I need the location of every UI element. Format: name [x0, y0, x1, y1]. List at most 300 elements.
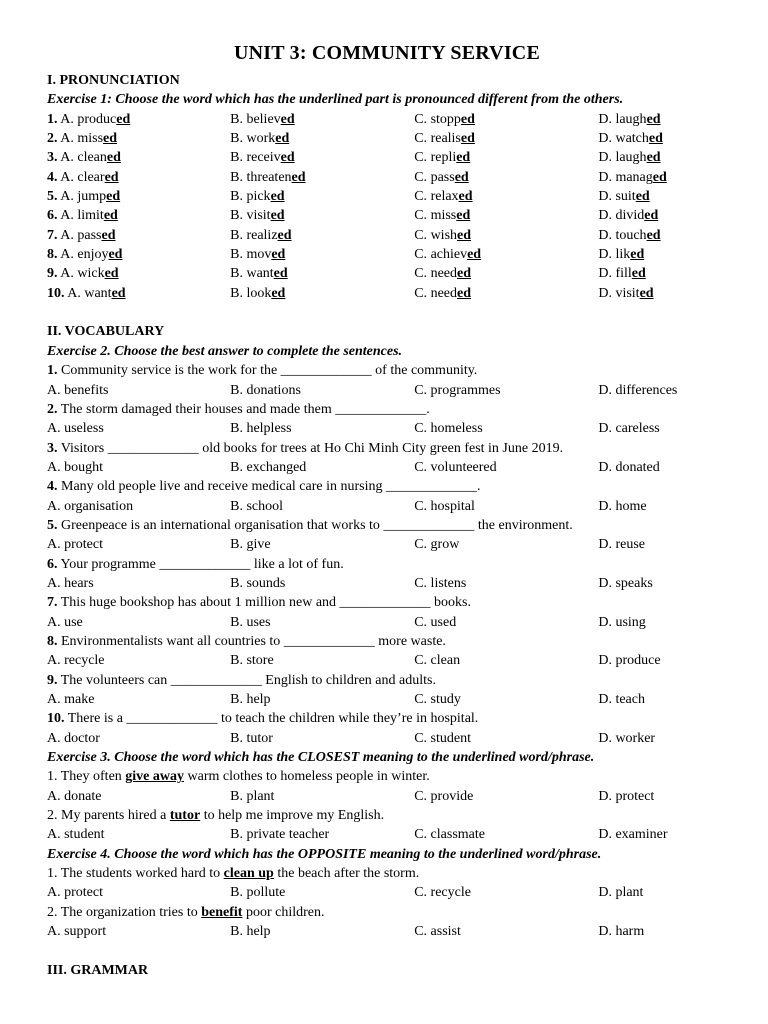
question-text: Visitors _____________ old books for trees at Ho Chi Minh City green fest in June 2019. — [60, 440, 564, 456]
answer-option: B. help — [230, 692, 271, 707]
question-sentence — [47, 555, 727, 574]
option-letter: A. — [60, 208, 74, 224]
option-letter: D. — [598, 285, 612, 301]
option-word-stem: pass — [430, 169, 455, 185]
option-word-stem: enjoy — [77, 247, 109, 263]
option-word-stem: believ — [246, 111, 281, 127]
section-heading-grammar: III. GRAMMAR — [47, 962, 149, 978]
option-letter: B. — [230, 169, 243, 185]
option-word-stem: visit — [246, 208, 271, 224]
question-sentence — [47, 806, 727, 825]
section-heading-pronunciation: I. PRONUNCIATION — [47, 73, 180, 88]
answer-option — [598, 168, 727, 187]
question-text-after: to help me improve my English. — [200, 808, 385, 824]
question-number: 9. — [47, 266, 58, 282]
question-text: Greenpeace is an international organisation that works to _____________ the environment. — [61, 517, 573, 533]
option-word-stem: laugh — [615, 150, 647, 166]
spacer — [47, 303, 727, 322]
answer-options-row — [47, 458, 727, 477]
answer-option: D. speaks — [598, 575, 653, 591]
option-word-stem: suit — [615, 189, 636, 205]
underlined-suffix: ed — [270, 189, 285, 205]
answer-option — [598, 187, 727, 206]
answer-option — [598, 110, 727, 129]
answer-option — [598, 264, 727, 283]
question-sentence — [47, 361, 727, 380]
underlined-suffix: ed — [467, 247, 482, 263]
answer-option: C. clean — [414, 653, 461, 669]
option-letter: A. — [60, 131, 74, 147]
underlined-suffix: ed — [454, 169, 469, 185]
answer-option: B. private teacher — [230, 827, 330, 843]
answer-option — [47, 284, 230, 303]
answer-option: A. make — [47, 692, 95, 707]
option-word-stem: produc — [77, 111, 117, 127]
option-word-stem: mov — [246, 247, 272, 263]
answer-option: A. use — [47, 614, 83, 630]
answer-option — [598, 245, 727, 264]
option-word-stem: pass — [77, 227, 102, 243]
option-letter: D. — [598, 131, 612, 147]
worksheet-page — [47, 42, 727, 980]
answer-option: A. recycle — [47, 653, 105, 669]
underlined-suffix: ed — [271, 285, 286, 301]
answer-option: C. listens — [414, 575, 467, 591]
option-letter: A. — [60, 169, 74, 185]
option-letter: C. — [414, 208, 428, 224]
answer-option: D. protect — [598, 788, 655, 804]
option-letter: D. — [598, 150, 612, 166]
question-number: 10. — [47, 285, 65, 301]
pronunciation-question — [47, 226, 727, 245]
answer-option — [598, 148, 727, 167]
option-word-stem: receiv — [246, 150, 281, 166]
exercise-3-instructions: Exercise 3. Choose the word which has the CLOSEST meaning to the underlined word/phrase. — [47, 750, 595, 766]
answer-option: C. recycle — [414, 885, 471, 901]
answer-option: D. examiner — [598, 827, 668, 843]
underlined-suffix: ed — [635, 189, 650, 205]
question-text-after: the beach after the storm. — [273, 866, 420, 882]
underlined-suffix: ed — [644, 208, 659, 224]
answer-option: A. doctor — [47, 730, 100, 746]
underlined-suffix: ed — [101, 227, 116, 243]
underlined-phrase: tutor — [169, 808, 201, 824]
underlined-suffix: ed — [103, 208, 118, 224]
question-text-before: 1. They often — [47, 769, 126, 785]
underlined-suffix: ed — [270, 208, 285, 224]
question-sentence — [47, 593, 727, 612]
option-word-stem: miss — [77, 131, 104, 147]
underlined-suffix: ed — [631, 266, 646, 282]
answer-option — [414, 110, 598, 129]
answer-option — [598, 206, 727, 225]
answer-option — [414, 245, 598, 264]
underlined-phrase: give away — [125, 769, 184, 785]
answer-option: A. protect — [47, 885, 103, 901]
option-letter: B. — [230, 285, 243, 301]
answer-option: D. produce — [598, 653, 661, 669]
option-word-stem: need — [430, 285, 457, 301]
answer-option: B. pollute — [230, 885, 286, 901]
question-text-before: 2. The organization tries to — [47, 904, 202, 920]
answer-option: A. donate — [47, 788, 102, 804]
option-letter: D. — [598, 169, 612, 185]
answer-option: B. helpless — [230, 421, 292, 437]
answer-option: D. plant — [598, 885, 644, 901]
option-letter: D. — [598, 208, 612, 224]
question-text: This huge bookshop has about 1 million new and _____________ books. — [60, 595, 472, 611]
option-word-stem: manag — [615, 169, 653, 185]
option-word-stem: achiev — [430, 247, 468, 263]
question-sentence — [47, 709, 727, 728]
answer-option: D. harm — [598, 924, 645, 940]
answer-option — [414, 129, 598, 148]
exercise-2-instructions: Exercise 2. Choose the best answer to complete the sentences. — [47, 343, 403, 359]
answer-option — [230, 264, 414, 283]
pronunciation-question — [47, 168, 727, 187]
answer-option: A. bought — [47, 459, 103, 475]
answer-option — [47, 187, 230, 206]
option-word-stem: realis — [430, 131, 461, 147]
underlined-suffix: ed — [457, 227, 472, 243]
answer-option: A. support — [47, 924, 107, 940]
pronunciation-question — [47, 206, 727, 225]
question-number: 5. — [47, 517, 58, 533]
underlined-suffix: ed — [456, 150, 471, 166]
option-letter: A. — [60, 247, 74, 263]
question-number: 3. — [47, 150, 58, 166]
question-sentence — [47, 400, 727, 419]
answer-option — [47, 129, 230, 148]
answer-option: C. hospital — [414, 498, 475, 514]
option-letter: C. — [414, 189, 428, 205]
question-number: 1. — [47, 111, 58, 127]
answer-option: B. exchanged — [230, 459, 307, 475]
option-letter: C. — [414, 227, 428, 243]
question-text: Community service is the work for the _____________ of the community. — [61, 363, 478, 379]
underlined-suffix: ed — [116, 111, 131, 127]
option-letter: C. — [414, 169, 428, 185]
question-number: 2. — [47, 131, 58, 147]
question-sentence — [47, 864, 727, 883]
answer-option: A. protect — [47, 537, 103, 553]
pronunciation-question — [47, 284, 727, 303]
option-word-stem: visit — [615, 285, 640, 301]
underlined-suffix: ed — [111, 285, 126, 301]
option-letter: C. — [414, 131, 428, 147]
answer-option — [230, 226, 414, 245]
option-letter: B. — [230, 227, 243, 243]
answer-option: D. reuse — [598, 537, 645, 553]
option-word-stem: realiz — [246, 227, 278, 243]
answer-option — [598, 226, 727, 245]
answer-option — [598, 129, 727, 148]
underlined-suffix: ed — [280, 111, 295, 127]
option-word-stem: work — [246, 131, 276, 147]
question-text: Environmentalists want all countries to _____________ more waste. — [61, 633, 446, 649]
question-text: Many old people live and receive medical care in nursing _____________. — [61, 479, 481, 495]
question-number: 8. — [47, 633, 58, 649]
answer-option — [47, 206, 230, 225]
option-letter: A. — [67, 285, 81, 301]
answer-option — [414, 226, 598, 245]
answer-option — [414, 206, 598, 225]
answer-options-row — [47, 729, 727, 748]
answer-option: A. organisation — [47, 498, 134, 514]
underlined-suffix: ed — [275, 131, 290, 147]
answer-option: D. worker — [598, 730, 656, 746]
underlined-suffix: ed — [460, 111, 475, 127]
option-letter: B. — [230, 189, 243, 205]
option-letter: C. — [414, 150, 428, 166]
answer-option — [47, 168, 230, 187]
question-number: 1. — [47, 363, 58, 379]
pronunciation-question — [47, 148, 727, 167]
answer-option: D. using — [598, 614, 646, 630]
option-word-stem: look — [246, 285, 272, 301]
option-word-stem: want — [246, 266, 274, 282]
option-letter: C. — [414, 285, 428, 301]
underlined-phrase: clean up — [223, 866, 274, 882]
question-number: 5. — [47, 189, 58, 205]
question-text-before: 1. The students worked hard to — [47, 866, 224, 882]
question-text: The volunteers can _____________ English to children and adults. — [60, 672, 436, 688]
option-word-stem: repli — [430, 150, 457, 166]
option-word-stem: threaten — [246, 169, 292, 185]
answer-option — [598, 284, 727, 303]
underlined-suffix: ed — [646, 150, 661, 166]
underlined-suffix: ed — [456, 208, 471, 224]
answer-options-row — [47, 883, 727, 902]
question-text: There is a _____________ to teach the children while they’re in hospital. — [67, 711, 479, 727]
underlined-suffix: ed — [457, 285, 471, 301]
option-word-stem: clean — [77, 150, 107, 166]
option-word-stem: fill — [615, 266, 632, 282]
exercise-2-question-list — [47, 361, 727, 748]
question-number: 3. — [47, 440, 58, 456]
option-letter: D. — [598, 227, 612, 243]
underlined-suffix: ed — [277, 227, 292, 243]
option-letter: A. — [60, 189, 74, 205]
underlined-suffix: ed — [646, 227, 661, 243]
answer-option — [414, 168, 598, 187]
answer-option: B. school — [230, 498, 283, 514]
answer-option — [47, 245, 230, 264]
answer-options-row — [47, 690, 727, 709]
option-letter: A. — [60, 150, 74, 166]
pronunciation-question — [47, 129, 727, 148]
underlined-suffix: ed — [104, 169, 119, 185]
question-number: 6. — [47, 556, 58, 572]
pronunciation-question-list — [47, 110, 727, 303]
question-sentence — [47, 671, 727, 690]
answer-option — [230, 245, 414, 264]
option-word-stem: miss — [430, 208, 457, 224]
option-word-stem: need — [430, 266, 457, 282]
option-word-stem: lik — [615, 247, 631, 263]
answer-options-row — [47, 651, 727, 670]
answer-option: B. uses — [230, 614, 271, 630]
question-number: 8. — [47, 247, 58, 263]
spacer — [47, 941, 727, 960]
underlined-phrase: benefit — [201, 904, 243, 920]
option-word-stem: clear — [77, 169, 105, 185]
answer-option: C. assist — [414, 924, 461, 940]
option-word-stem: relax — [430, 189, 459, 205]
answer-option: C. grow — [414, 537, 460, 553]
underlined-suffix: ed — [104, 266, 119, 282]
answer-option: D. home — [598, 498, 647, 514]
exercise-3-question-list — [47, 767, 727, 844]
answer-option — [414, 187, 598, 206]
answer-option: D. donated — [598, 459, 660, 475]
question-number: 10. — [47, 711, 65, 727]
answer-options-row — [47, 535, 727, 554]
answer-option: C. used — [414, 614, 457, 630]
section-heading-vocabulary: II. VOCABULARY — [47, 324, 165, 340]
option-word-stem: watch — [615, 131, 649, 147]
exercise-1-instructions: Exercise 1: Choose the word which has the underlined part is pronounced different from the others. — [47, 92, 624, 108]
answer-option: B. tutor — [230, 730, 273, 746]
underlined-suffix: ed — [280, 150, 295, 166]
answer-option: D. teach — [598, 692, 645, 707]
answer-option: B. help — [230, 924, 271, 940]
answer-option — [230, 187, 414, 206]
option-letter: D. — [598, 247, 612, 263]
exercise-4-instructions: Exercise 4. Choose the word which has the OPPOSITE meaning to the underlined word/phrase. — [47, 846, 602, 862]
underlined-suffix: ed — [106, 150, 121, 166]
answer-options-row — [47, 922, 727, 941]
answer-options-row — [47, 613, 727, 632]
question-number: 9. — [47, 672, 58, 688]
answer-option: C. programmes — [414, 382, 501, 398]
option-letter: D. — [598, 111, 612, 127]
answer-option: A. useless — [47, 421, 104, 437]
answer-options-row — [47, 497, 727, 516]
question-number: 7. — [47, 595, 58, 611]
exercise-4-question-list — [47, 864, 727, 941]
underlined-suffix: ed — [106, 189, 121, 205]
underlined-suffix: ed — [457, 266, 471, 282]
answer-option: B. store — [230, 653, 274, 669]
question-text: Your programme _____________ like a lot of fun. — [60, 556, 344, 572]
answer-option — [230, 148, 414, 167]
answer-option: B. give — [230, 537, 271, 553]
underlined-suffix: ed — [630, 247, 645, 263]
underlined-suffix: ed — [648, 131, 663, 147]
option-letter: D. — [598, 189, 612, 205]
answer-option: A. student — [47, 827, 105, 843]
underlined-suffix: ed — [652, 169, 667, 185]
question-text-after: poor children. — [242, 904, 325, 920]
answer-option: D. differences — [598, 382, 678, 398]
answer-option: A. benefits — [47, 382, 109, 398]
answer-options-row — [47, 419, 727, 438]
option-letter: B. — [230, 266, 243, 282]
answer-options-row — [47, 825, 727, 844]
question-text-after: warm clothes to homeless people in winter. — [184, 769, 430, 785]
option-letter: A. — [60, 111, 74, 127]
pronunciation-question — [47, 245, 727, 264]
option-word-stem: touch — [615, 227, 647, 243]
answer-option — [230, 206, 414, 225]
answer-option — [230, 284, 414, 303]
underlined-suffix: ed — [291, 169, 306, 185]
answer-option — [47, 148, 230, 167]
pronunciation-question — [47, 110, 727, 129]
underlined-suffix: ed — [273, 266, 288, 282]
answer-option: B. plant — [230, 788, 275, 804]
answer-option: C. classmate — [414, 827, 485, 843]
answer-option — [414, 264, 598, 283]
option-letter: B. — [230, 131, 243, 147]
question-text: The storm damaged their houses and made them _____________. — [60, 401, 430, 417]
answer-option: B. sounds — [230, 575, 286, 591]
answer-option — [414, 284, 598, 303]
option-word-stem: stopp — [430, 111, 461, 127]
option-letter: A. — [60, 227, 74, 243]
option-letter: A. — [60, 266, 74, 282]
option-word-stem: wish — [430, 227, 458, 243]
question-sentence — [47, 477, 727, 496]
option-letter: B. — [230, 111, 243, 127]
underlined-suffix: ed — [108, 247, 123, 263]
answer-option: C. volunteered — [414, 459, 497, 475]
answer-option — [230, 129, 414, 148]
pronunciation-question — [47, 264, 727, 283]
page-title: UNIT 3: COMMUNITY SERVICE — [234, 42, 540, 64]
answer-option — [414, 148, 598, 167]
option-word-stem: limit — [77, 208, 104, 224]
answer-option — [230, 110, 414, 129]
answer-option — [47, 226, 230, 245]
answer-option: C. study — [414, 692, 461, 707]
option-word-stem: divid — [615, 208, 645, 224]
underlined-suffix: ed — [103, 131, 118, 147]
answer-option: C. homeless — [414, 421, 483, 437]
option-letter: C. — [414, 111, 428, 127]
answer-options-row — [47, 787, 727, 806]
question-number: 7. — [47, 227, 58, 243]
option-letter: C. — [414, 247, 428, 263]
pronunciation-question — [47, 187, 727, 206]
question-sentence — [47, 632, 727, 651]
answer-option: C. student — [414, 730, 471, 746]
question-number: 4. — [47, 479, 58, 495]
question-sentence — [47, 516, 727, 535]
question-sentence — [47, 767, 727, 786]
question-sentence — [47, 439, 727, 458]
answer-option: C. provide — [414, 788, 474, 804]
option-letter: B. — [230, 150, 243, 166]
option-word-stem: laugh — [615, 111, 647, 127]
underlined-suffix: ed — [639, 285, 654, 301]
underlined-suffix: ed — [646, 111, 661, 127]
answer-option — [47, 264, 230, 283]
question-number: 4. — [47, 169, 58, 185]
underlined-suffix: ed — [458, 189, 473, 205]
answer-option: B. donations — [230, 382, 301, 398]
underlined-suffix: ed — [271, 247, 286, 263]
option-letter: B. — [230, 247, 243, 263]
question-number: 2. — [47, 401, 58, 417]
option-word-stem: wick — [77, 266, 105, 282]
option-word-stem: pick — [246, 189, 271, 205]
answer-option: D. careless — [598, 421, 660, 437]
option-word-stem: want — [84, 285, 112, 301]
question-sentence — [47, 903, 727, 922]
option-letter: D. — [598, 266, 612, 282]
